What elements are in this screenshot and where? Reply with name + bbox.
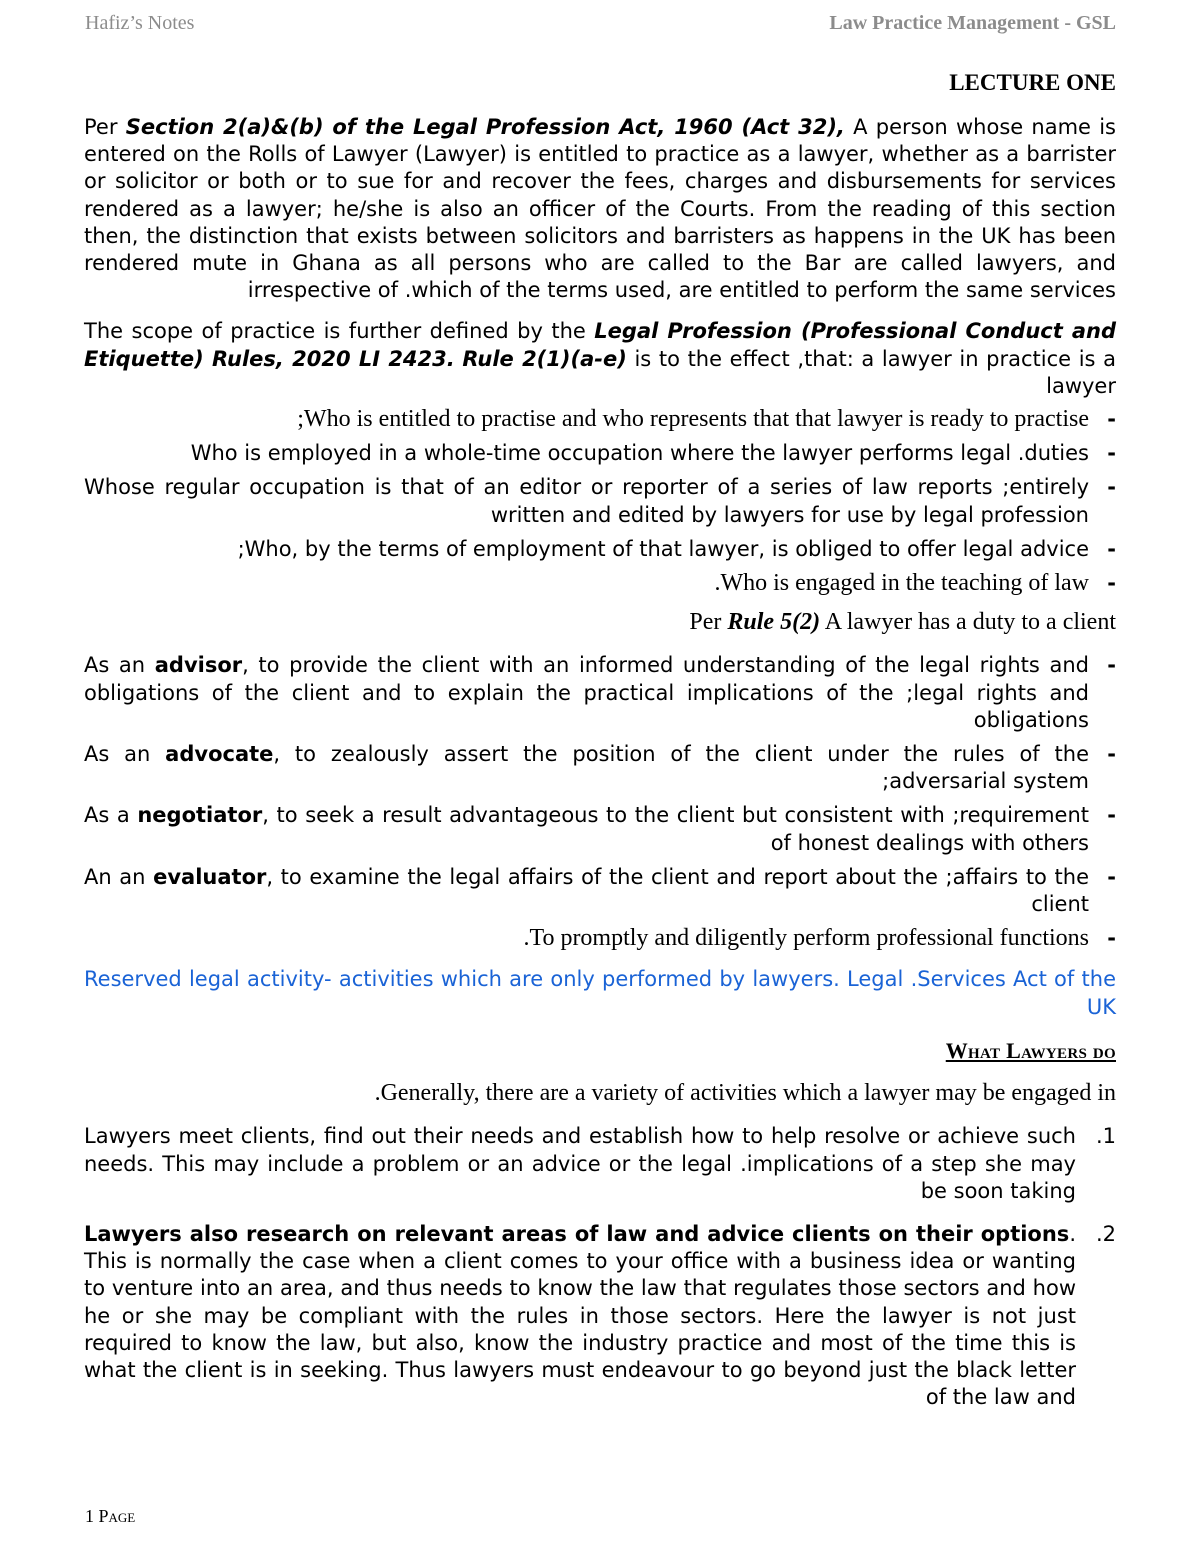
page-number-footer: 1 Page bbox=[85, 1506, 136, 1526]
section-heading-what-lawyers-do: What Lawyers do bbox=[945, 1037, 1116, 1063]
rules-citation: Legal Profession (Professional Conduct and Etiquette) Rules, 2020 LI 2423. bbox=[84, 319, 1116, 371]
list-item bbox=[84, 652, 1116, 734]
list-item bbox=[84, 925, 1116, 952]
list-item bbox=[84, 741, 1116, 795]
list-item bbox=[84, 570, 1116, 597]
list-item-text: ;Who, by the terms of employment of that lawyer, is obliged to offer legal advice bbox=[237, 536, 1089, 561]
list-item bbox=[84, 864, 1116, 918]
list-marker: - bbox=[1107, 441, 1116, 466]
act-citation: Section 2(a)&(b) of the Legal Profession Act, 1960 (Act 32), bbox=[125, 115, 845, 139]
lawyer-in-practice-list bbox=[84, 406, 1116, 597]
list-item-text: ;Who is entitled to practise and who represents that that lawyer is ready to practise bbox=[297, 406, 1089, 433]
numbered-item-text: Lawyers also research on relevant areas of law and advice clients on their options. This is normally the case when a client comes to your office with a business idea or wanting to venture into an area, and thus needs to know the law that regulates those sectors and how he or she may be compliant with the rules in those sectors. Here the lawyer is not just required to know the law, but also, know the industry practice and most of the time this is what the client is in seeking. Thus lawyers must endeavour to go beyond just the black letter of the law and bbox=[84, 1221, 1076, 1410]
role-evaluator: evaluator bbox=[153, 864, 267, 889]
header-left-title: Hafiz’s Notes bbox=[85, 12, 195, 34]
list-item-text: Who is employed in a whole-time occupation where the lawyer performs legal .duties bbox=[190, 441, 1089, 466]
numbered-item bbox=[84, 1221, 1116, 1411]
list-item-text: .To promptly and diligently perform professional functions bbox=[523, 925, 1089, 952]
rule-citation: Rule 2(1)(a-e) bbox=[462, 346, 627, 371]
list-item-text: As a negotiator, to seek a result advantageous to the client but consistent with ;requirement of honest dealings with others bbox=[84, 803, 1089, 855]
numbered-item-bold-lead: Lawyers also research on relevant areas of law and advice clients on their options bbox=[84, 1221, 1070, 1246]
list-item-text: As an advisor, to provide the client with an informed understanding of the legal rights and obligations of the client and to explain the practical implications of the ;legal rights and obligations bbox=[84, 653, 1089, 732]
para3-prefix: Per bbox=[689, 609, 728, 636]
list-item bbox=[84, 474, 1116, 528]
reserved-legal-activity-note: Reserved legal activity- activities which are only performed by lawyers. Legal .Services Act of the UK bbox=[84, 967, 1116, 1019]
item-number: .1 bbox=[1095, 1124, 1116, 1149]
paragraph-rule-5-2 bbox=[84, 609, 1116, 636]
list-marker: - bbox=[1107, 926, 1116, 951]
para2-text: is to the effect ,that: a lawyer in practice is a lawyer bbox=[626, 346, 1116, 398]
list-marker: - bbox=[1107, 803, 1116, 828]
generally-paragraph: .Generally, there are a variety of activities which a lawyer may be engaged in bbox=[374, 1080, 1116, 1107]
numbered-list bbox=[84, 1123, 1116, 1411]
para2-prefix: The scope of practice is further defined by the bbox=[84, 319, 595, 344]
list-item-text: Whose regular occupation is that of an editor or reporter of a series of law reports ;entirely written and edited by lawyers for use by legal profession bbox=[84, 475, 1089, 527]
list-item-text: As an advocate, to zealously assert the position of the client under the rules of the ;adversarial system bbox=[84, 742, 1089, 794]
lecture-title: LECTURE ONE bbox=[949, 70, 1116, 95]
list-marker: - bbox=[1107, 475, 1116, 500]
list-item bbox=[84, 802, 1116, 856]
list-marker: - bbox=[1107, 742, 1116, 767]
para1-prefix: Per bbox=[84, 115, 126, 139]
paragraph-act-section bbox=[84, 114, 1116, 304]
list-item-text: .Who is engaged in the teaching of law bbox=[714, 570, 1089, 597]
list-item bbox=[84, 406, 1116, 433]
item-number: .2 bbox=[1095, 1221, 1116, 1246]
numbered-item bbox=[84, 1123, 1116, 1205]
list-marker: - bbox=[1107, 864, 1116, 889]
header-right-title: Law Practice Management - GSL bbox=[829, 12, 1116, 34]
role-negotiator: negotiator bbox=[137, 803, 263, 828]
rule-5-2-citation: Rule 5(2) bbox=[727, 609, 821, 636]
list-marker: - bbox=[1107, 536, 1116, 561]
role-advisor: advisor bbox=[154, 653, 243, 678]
list-marker: - bbox=[1107, 407, 1116, 432]
paragraph-scope bbox=[84, 318, 1116, 400]
list-marker: - bbox=[1107, 571, 1116, 596]
list-item bbox=[84, 536, 1116, 563]
para1-text: A person whose name is entered on the Rolls of Lawyer (Lawyer) is entitled to practice as a lawyer, whether as a barrister or solicitor or both or to sue for and recover the fees, charges and disbursements for services rendered as a lawyer; he/she is also an officer of the Courts. From the reading of this section then, the distinction that exists between solicitors and barristers as happens in the UK has been rendered mute in Ghana as all persons who are called to the Bar are called lawyers, and irrespective of .which of the terms used, are entitled to perform the same services bbox=[84, 115, 1116, 303]
document-body bbox=[84, 68, 1116, 1411]
numbered-item-text: Lawyers meet clients, find out their needs and establish how to help resolve or achieve such needs. This may include a problem or an advice or the legal .implications of a step she may be soon taking bbox=[84, 1124, 1076, 1203]
para3-text: A lawyer has a duty to a client bbox=[820, 609, 1116, 636]
role-advocate: advocate bbox=[165, 742, 274, 767]
list-item bbox=[84, 440, 1116, 467]
list-item-text: An an evaluator, to examine the legal affairs of the client and report about the ;affairs to the client bbox=[84, 864, 1089, 917]
list-marker: - bbox=[1107, 653, 1116, 678]
duty-to-client-list bbox=[84, 652, 1116, 952]
